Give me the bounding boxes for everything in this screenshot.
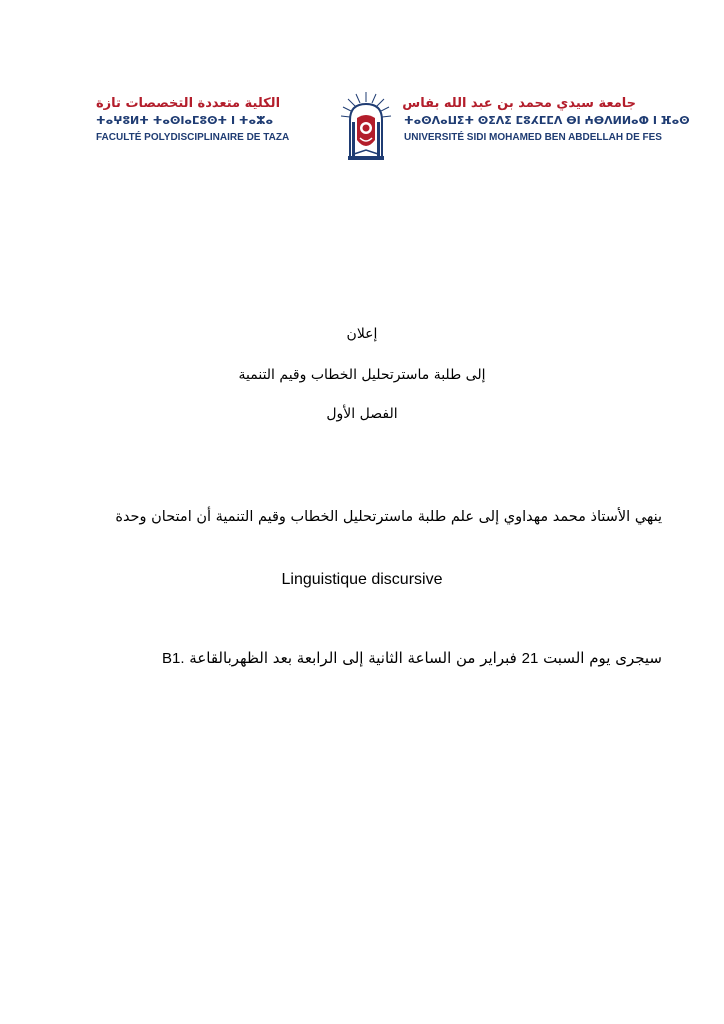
exam-schedule-prefix: سيجرى يوم السبت — [543, 649, 662, 667]
announcement-semester: الفصل الأول — [326, 406, 398, 422]
exam-schedule-time: فبراير من الساعة الثانية إلى الرابعة بعد الظهربالقاعة — [189, 649, 517, 667]
university-emblem-icon — [336, 88, 396, 164]
university-name-arabic: جامعة سيدي محمد بن عبد الله بفاس — [402, 96, 636, 111]
exam-room: B1. — [161, 650, 185, 667]
faculty-name-tifinagh: ⵜⴰⵖⵓⵍⵜ ⵜⴰⵙⵏⴰⵎⵓⵙⵜ ⵏ ⵜⴰⵣⴰ — [96, 114, 274, 127]
announcement-audience: إلى طلبة ماسترتحليل الخطاب وقيم التنمية — [238, 367, 486, 383]
faculty-name-arabic: الكلية متعددة التخصصات تازة — [96, 96, 281, 111]
exam-day: 21 — [521, 650, 539, 667]
faculty-name-french: FACULTÉ POLYDISCIPLINAIRE DE TAZA — [96, 132, 290, 143]
module-name: Linguistique discursive — [281, 571, 443, 588]
announcement-title: إعلان — [346, 326, 378, 342]
university-name-french: UNIVERSITÉ SIDI MOHAMED BEN ABDELLAH DE FES — [404, 132, 662, 143]
announcement-body: ينهي الأستاذ محمد مهداوي إلى علم طلبة ماسترتحليل الخطاب وقيم التنمية أن امتحان وحدة — [115, 509, 662, 525]
exam-schedule — [80, 647, 662, 670]
letterhead — [96, 88, 690, 166]
faculty-block — [96, 96, 328, 145]
university-block — [402, 96, 690, 145]
university-name-tifinagh: ⵜⴰⵙⴷⴰⵡⵉⵜ ⵙⵉⴷⵉ ⵎⵓⵃⵎⵎⴷ ⴱⵏ ⵄⴱⴷⵍⵍⴰⵀ ⵏ ⴼⴰⵙ — [404, 114, 690, 127]
